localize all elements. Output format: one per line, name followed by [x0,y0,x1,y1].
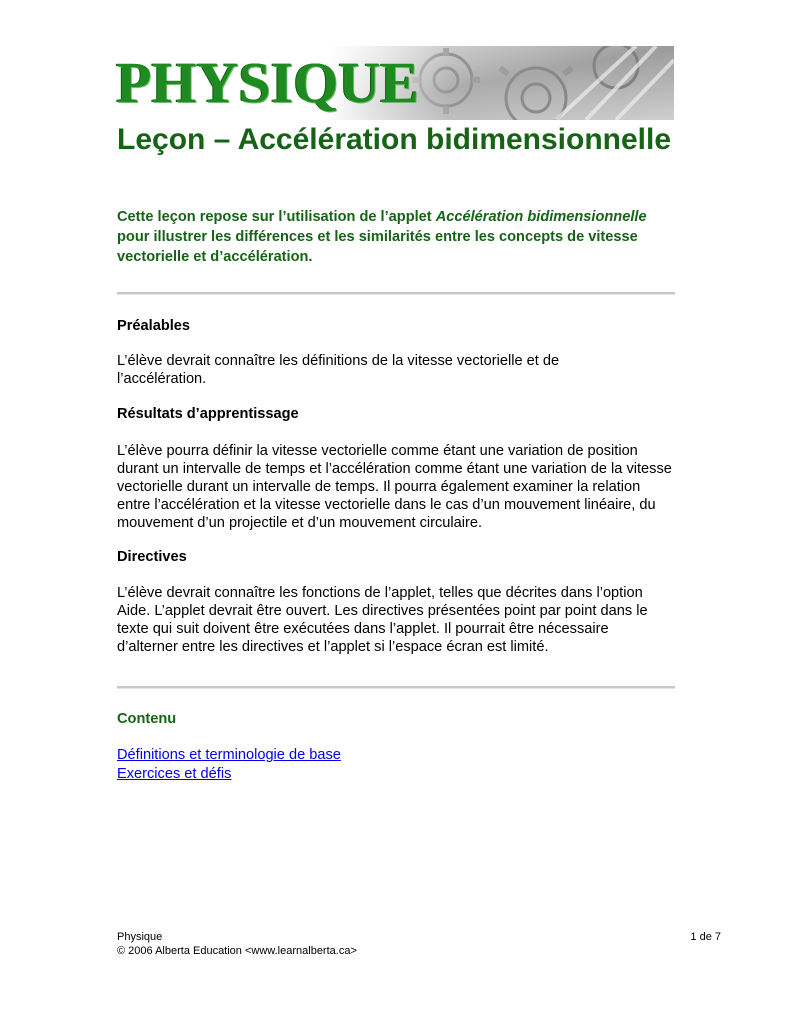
applet-name: Accélération bidimensionnelle [435,209,647,225]
resultats-text: L’élève pourra définir la vitesse vectorielle comme étant une variation de position durant un intervalle de temps et l’accélération comme étant une variation de la vitesse vectorielle durant un intervalle de temps. Il pourra également examiner la relation entre l’accélération et la vitesse vectorielle dans le cas d’un mouvement linéaire, du mouvement d’un projectile et d’un mouvement circulaire. [117,443,672,531]
divider-top [117,292,675,295]
link-exercices[interactable]: Exercices et défis [117,766,232,782]
lesson-title: Leçon – Accélération bidimensionnelle [117,123,672,156]
header-banner [116,46,674,120]
footer-copyright: © 2006 Alberta Education <www.learnalberta.ca> [117,945,357,957]
lesson-intro [117,207,677,267]
banner-title: PHYSIQUE [116,50,419,115]
prealables-text: L’élève devrait connaître les définitions de la vitesse vectorielle et de l’accélération. [117,353,560,387]
divider-bottom [117,686,675,689]
intro-text-end: pour illustrer les différences et les similarités entre les concepts de vitesse vectorielle et d’accélération. [117,229,638,265]
directives-heading: Directives [117,549,187,565]
footer-subject: Physique [117,931,163,943]
directives-text: L’élève devrait connaître les fonctions de l’applet, telles que décrites dans l’option Aide. L’applet devrait être ouvert. Les directives présentées point par point dans le texte qui suit doivent être exécutées dans l’applet. Il pourrait être nécessaire d’alterner entre les directives et l’applet si l’espace écran est limité. [117,585,648,655]
resultats-heading: Résultats d’apprentissage [117,406,299,422]
intro-text-start: Cette leçon repose sur l’utilisation de l’applet [117,209,436,225]
contenu-heading: Contenu [117,711,177,727]
page-number: 1 de 7 [690,931,721,943]
prealables-heading: Préalables [117,318,191,334]
link-definitions[interactable]: Définitions et terminologie de base [117,747,341,763]
